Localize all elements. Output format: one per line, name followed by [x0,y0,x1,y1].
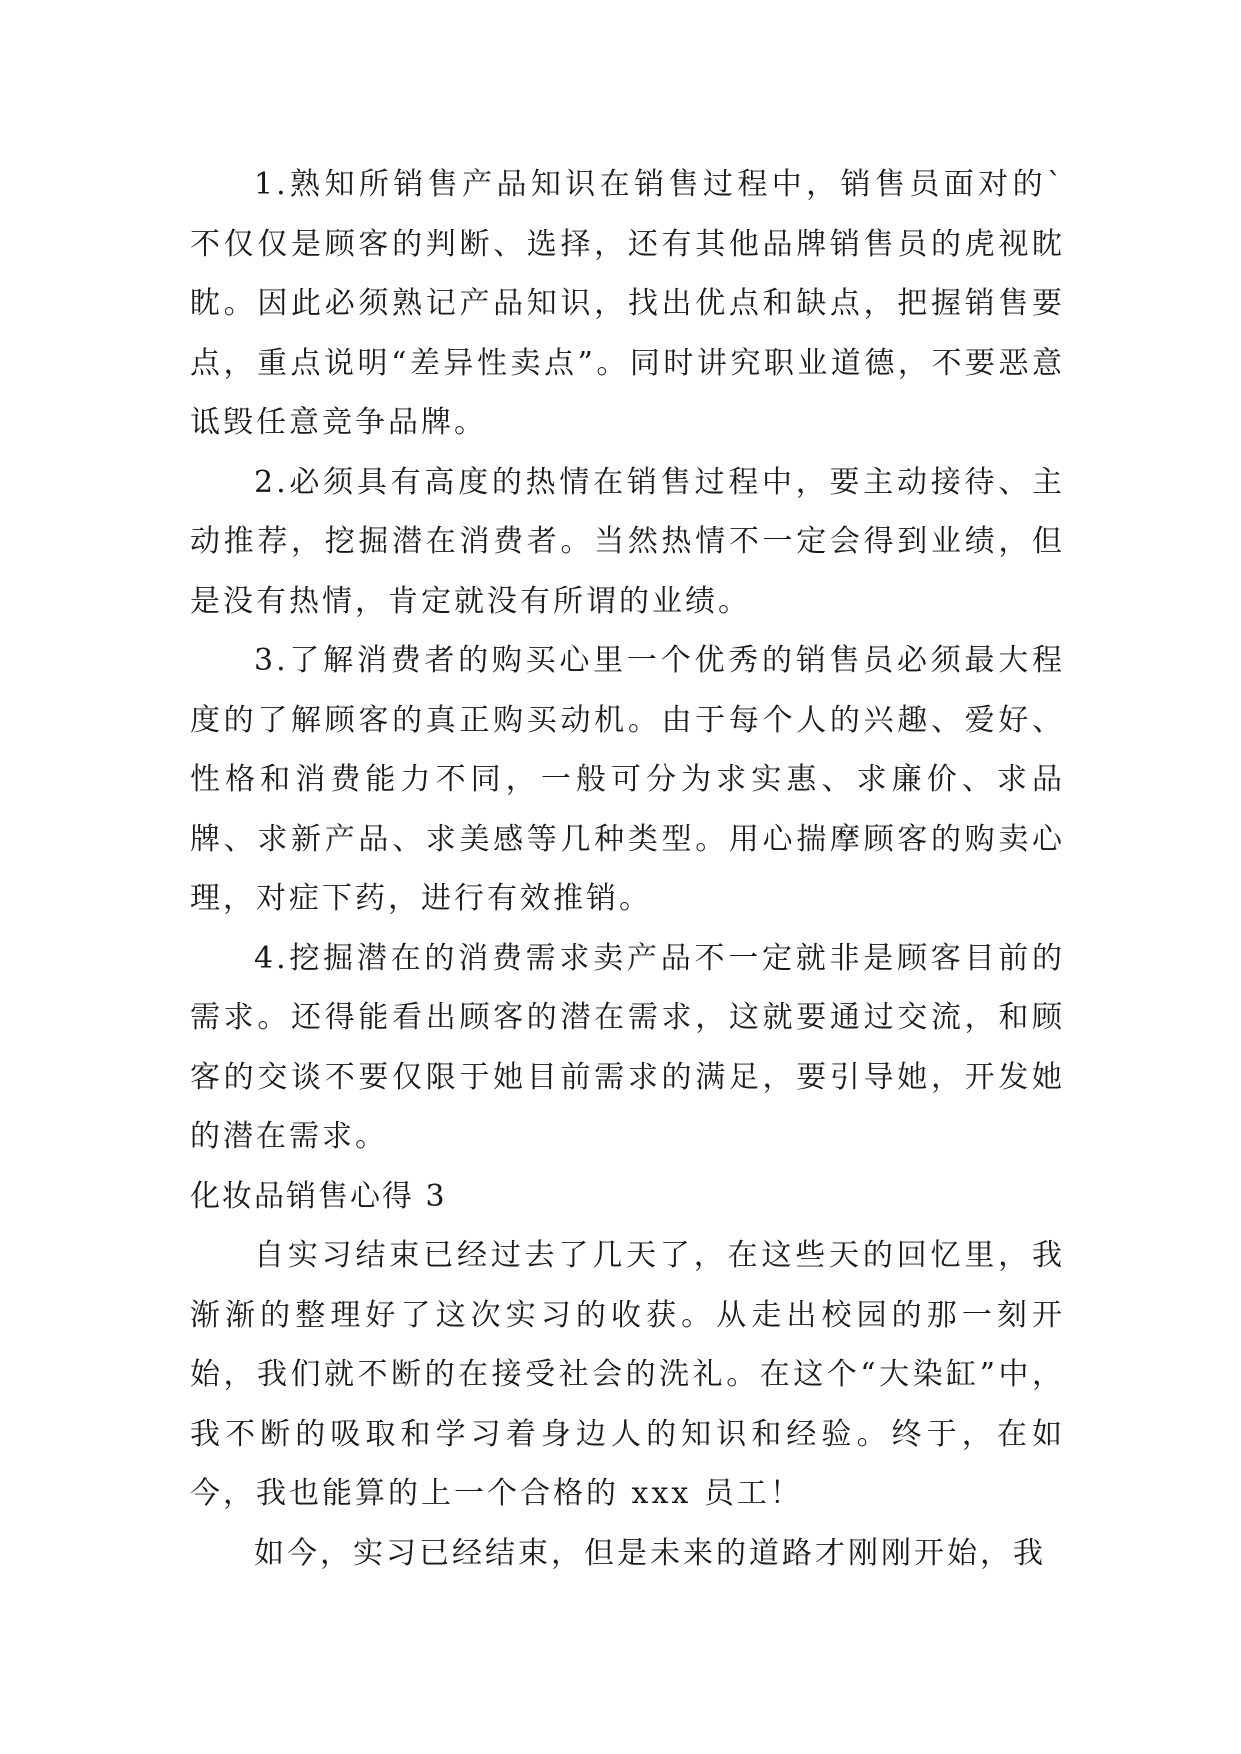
paragraph-product-knowledge: 1.熟知所销售产品知识在销售过程中，销售员面对的`不仅仅是顾客的判断、选择，还有其他品牌销售员的虎视眈眈。因此必须熟记产品知识，找出优点和缺点，把握销售要点，重点说明“差异性卖点”。同时讲究职业道德，不要恶意诋毁任意竞争品牌。 [190,167,1065,440]
section-heading: 化妆品销售心得 3 [190,1178,447,1214]
paragraph-potential-demand: 4.挖掘潜在的消费需求卖产品不一定就非是顾客目前的需求。还得能看出顾客的潜在需求，这就要通过交流，和顾客的交谈不要仅限于她目前需求的满足，要引导她，开发她的潜在需求。 [190,940,1065,1154]
paragraph-consumer-psychology: 3.了解消费者的购买心里一个优秀的销售员必须最大程度的了解顾客的真正购买动机。由于每个人的兴趣、爱好、性格和消费能力不同，一般可分为求实惠、求廉价、求品牌、求新产品、求美感等几种类型。用心揣摩顾客的购卖心理，对症下药，进行有效推销。 [190,643,1065,916]
paragraph-future-road: 如今，实习已经结束，但是未来的道路才刚刚开始，我 [254,1535,1046,1571]
paragraph-internship-reflection: 自实习结束已经过去了几天了，在这些天的回忆里，我渐渐的整理好了这次实习的收获。从走出校园的那一刻开始，我们就不断的在接受社会的洗礼。在这个“大染缸”中，我不断的吸取和学习着身边人的知识和经验。终于，在如今，我也能算的上一个合格的 xxx 员工！ [190,1238,1065,1511]
paragraph-enthusiasm: 2.必须具有高度的热情在销售过程中，要主动接待、主动推荐，挖掘潜在消费者。当然热情不一定会得到业绩，但是没有热情，肯定就没有所谓的业绩。 [190,464,1065,619]
document-page [190,155,1065,1583]
